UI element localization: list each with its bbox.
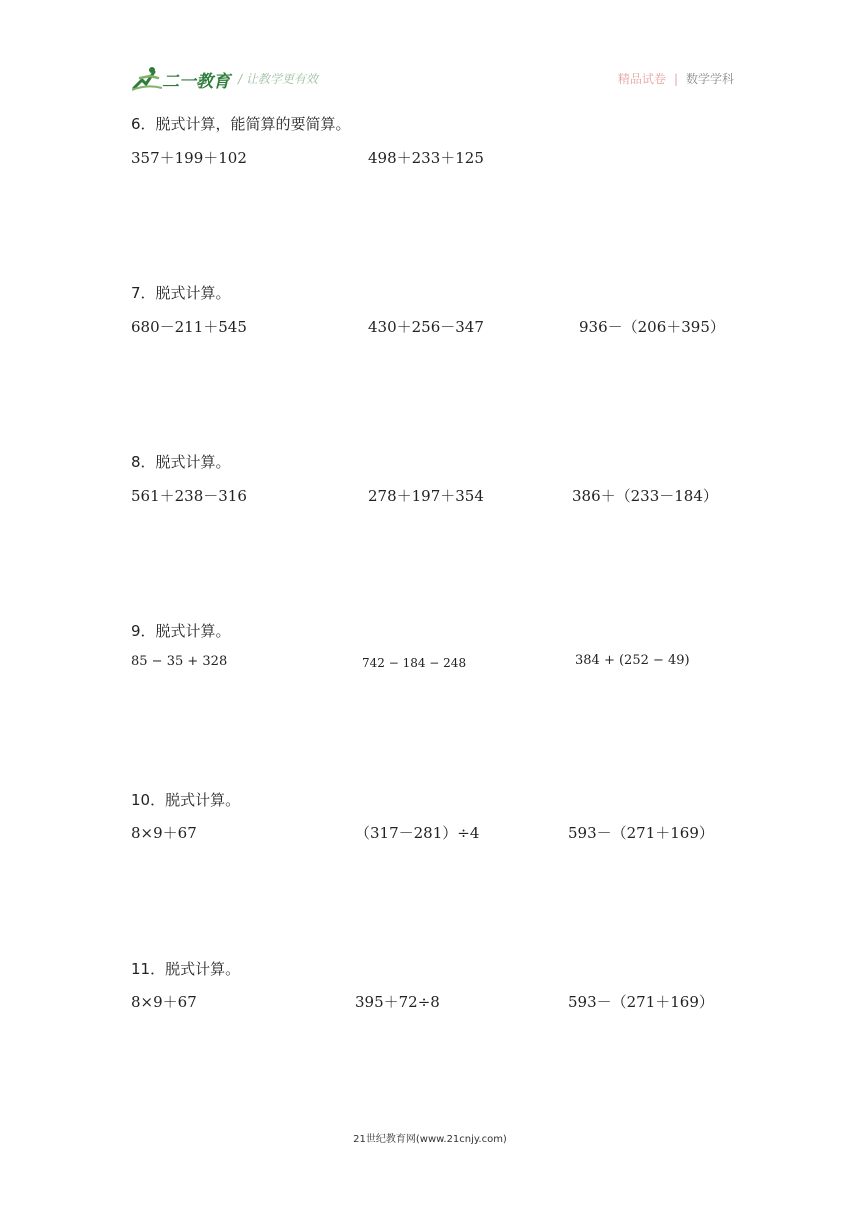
question-10-expr-2: （317－281）÷4 [355,824,480,842]
question-7-heading: 7．脱式计算。 [131,284,231,302]
quality-tag: 精品试卷 [617,72,666,86]
question-11-expr-1: 8×9＋67 [131,993,197,1011]
question-8-expr-1: 561＋238－316 [131,487,247,505]
question-9-expr-1: 85 − 35 + 328 [131,654,228,669]
subject-tag: 数学学科 [685,72,734,86]
question-11-heading: 11．脱式计算。 [131,960,241,978]
slogan: / 让教学更有效 [238,72,318,86]
question-8-expr-2: 278＋197＋354 [368,487,484,505]
page-footer: 21世纪教育网(www.21cnjy.com) [353,1134,507,1145]
question-6-heading: 6．脱式计算，能简算的要简算。 [131,115,351,133]
question-10-expr-1: 8×9＋67 [131,824,197,842]
page-header [128,62,734,98]
header-tags [618,70,734,87]
question-7-expr-2: 430＋256－347 [368,318,484,336]
question-7-expr-3: 936－（206＋395） [579,318,725,336]
question-9-expr-3: 384 + (252 − 49) [575,653,690,668]
question-8-heading: 8．脱式计算。 [131,453,231,471]
question-6-expr-1: 357＋199＋102 [131,149,247,167]
question-11-expr-3: 593－（271＋169） [568,993,714,1011]
runner-logo-icon [132,66,162,92]
logo-text: 二一教育 [162,72,230,92]
question-11-expr-2: 395＋72÷8 [355,993,440,1011]
question-6-expr-2: 498＋233＋125 [368,149,484,167]
header-separator: | [673,72,678,86]
question-10-expr-3: 593－（271＋169） [568,824,714,842]
question-10-heading: 10．脱式计算。 [131,791,241,809]
question-9-heading: 9．脱式计算。 [131,622,231,640]
question-7-expr-1: 680－211＋545 [131,318,247,336]
question-9-expr-2: 742 − 184 − 248 [362,656,467,670]
question-8-expr-3: 386＋（233－184） [572,487,718,505]
